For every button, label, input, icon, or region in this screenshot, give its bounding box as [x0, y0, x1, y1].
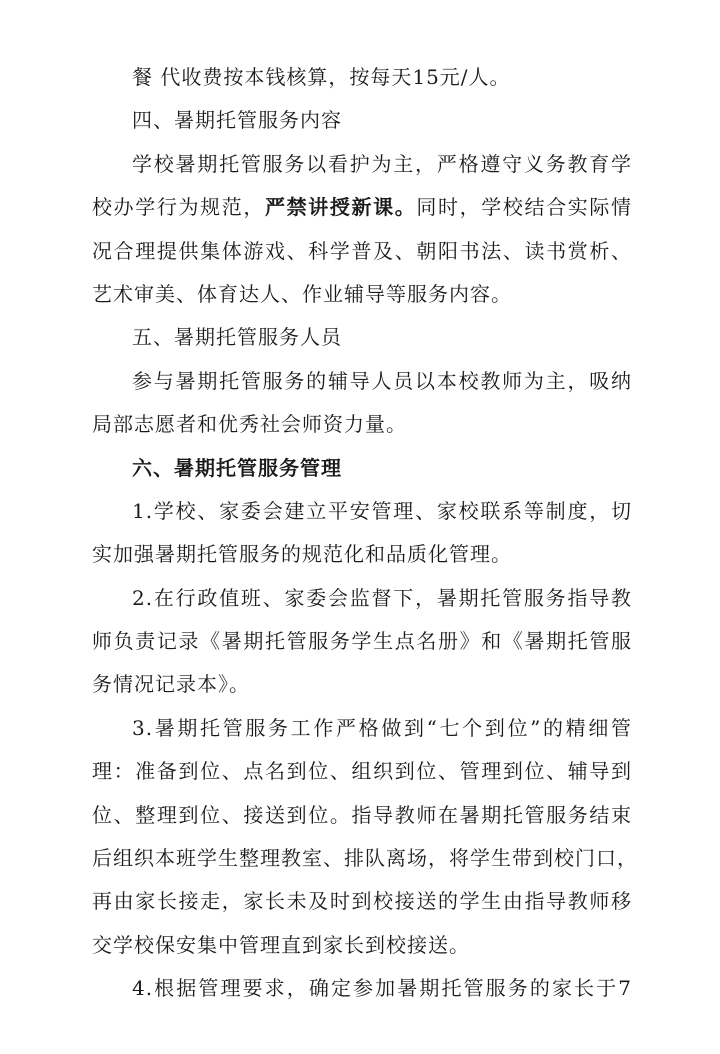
text-run: 同时，学校结合实际情 [416, 195, 632, 220]
list-item-line: 后组织本班学生整理教室、排队离场，将学生带到校门口， [92, 846, 638, 871]
list-item-line: 2.在行政值班、家委会监督下，暑期托管服务指导教 [132, 585, 632, 610]
paragraph-line [92, 186, 632, 229]
list-item-line: 4.根据管理要求，确定参加暑期托管服务的家长于7 [132, 976, 632, 1001]
paragraph-line: 学校暑期托管服务以看护为主，严格遵守义务教育学 [132, 151, 632, 176]
text-run: 校办学行为规范， [92, 195, 265, 220]
list-item-line: 务情况记录本》。 [92, 672, 250, 697]
paragraph-line: 餐 代收费按本钱核算，按每天15元/人。 [132, 65, 511, 89]
list-item-line: 1.学校、家委会建立平安管理、家校联系等制度，切 [132, 498, 632, 523]
list-item-line: 理：准备到位、点名到位、组织到位、管理到位、辅导到 [92, 759, 632, 784]
emphasis-text: 严禁讲授新课。 [265, 195, 417, 220]
list-item-line: 实加强暑期托管服务的规范化和品质化管理。 [92, 542, 512, 567]
section-heading-4: 四、暑期托管服务内容 [132, 108, 342, 133]
list-item-line: 再由家长接走，家长未及时到校接送的学生由指导教师移 [92, 889, 632, 914]
list-item-line: 交学校保安集中管理直到家长到校接送。 [92, 932, 470, 957]
section-heading-5: 五、暑期托管服务人员 [132, 325, 342, 350]
paragraph-line: 况合理提供集体游戏、科学普及、朝阳书法、读书赏析、 [92, 238, 632, 263]
list-item-line: 师负责记录《暑期托管服务学生点名册》和《暑期托管服 [92, 629, 632, 654]
paragraph-line: 局部志愿者和优秀社会师资力量。 [92, 412, 407, 437]
paragraph-line: 艺术审美、体育达人、作业辅导等服务内容。 [92, 281, 512, 306]
section-heading-6: 六、暑期托管服务管理 [132, 455, 342, 480]
list-item-line: 位、整理到位、接送到位。指导教师在暑期托管服务结束 [92, 802, 632, 827]
paragraph-line: 参与暑期托管服务的辅导人员以本校教师为主，吸纳 [132, 368, 632, 393]
list-item-line: 3.暑期托管服务工作严格做到“七个到位”的精细管 [132, 715, 632, 740]
